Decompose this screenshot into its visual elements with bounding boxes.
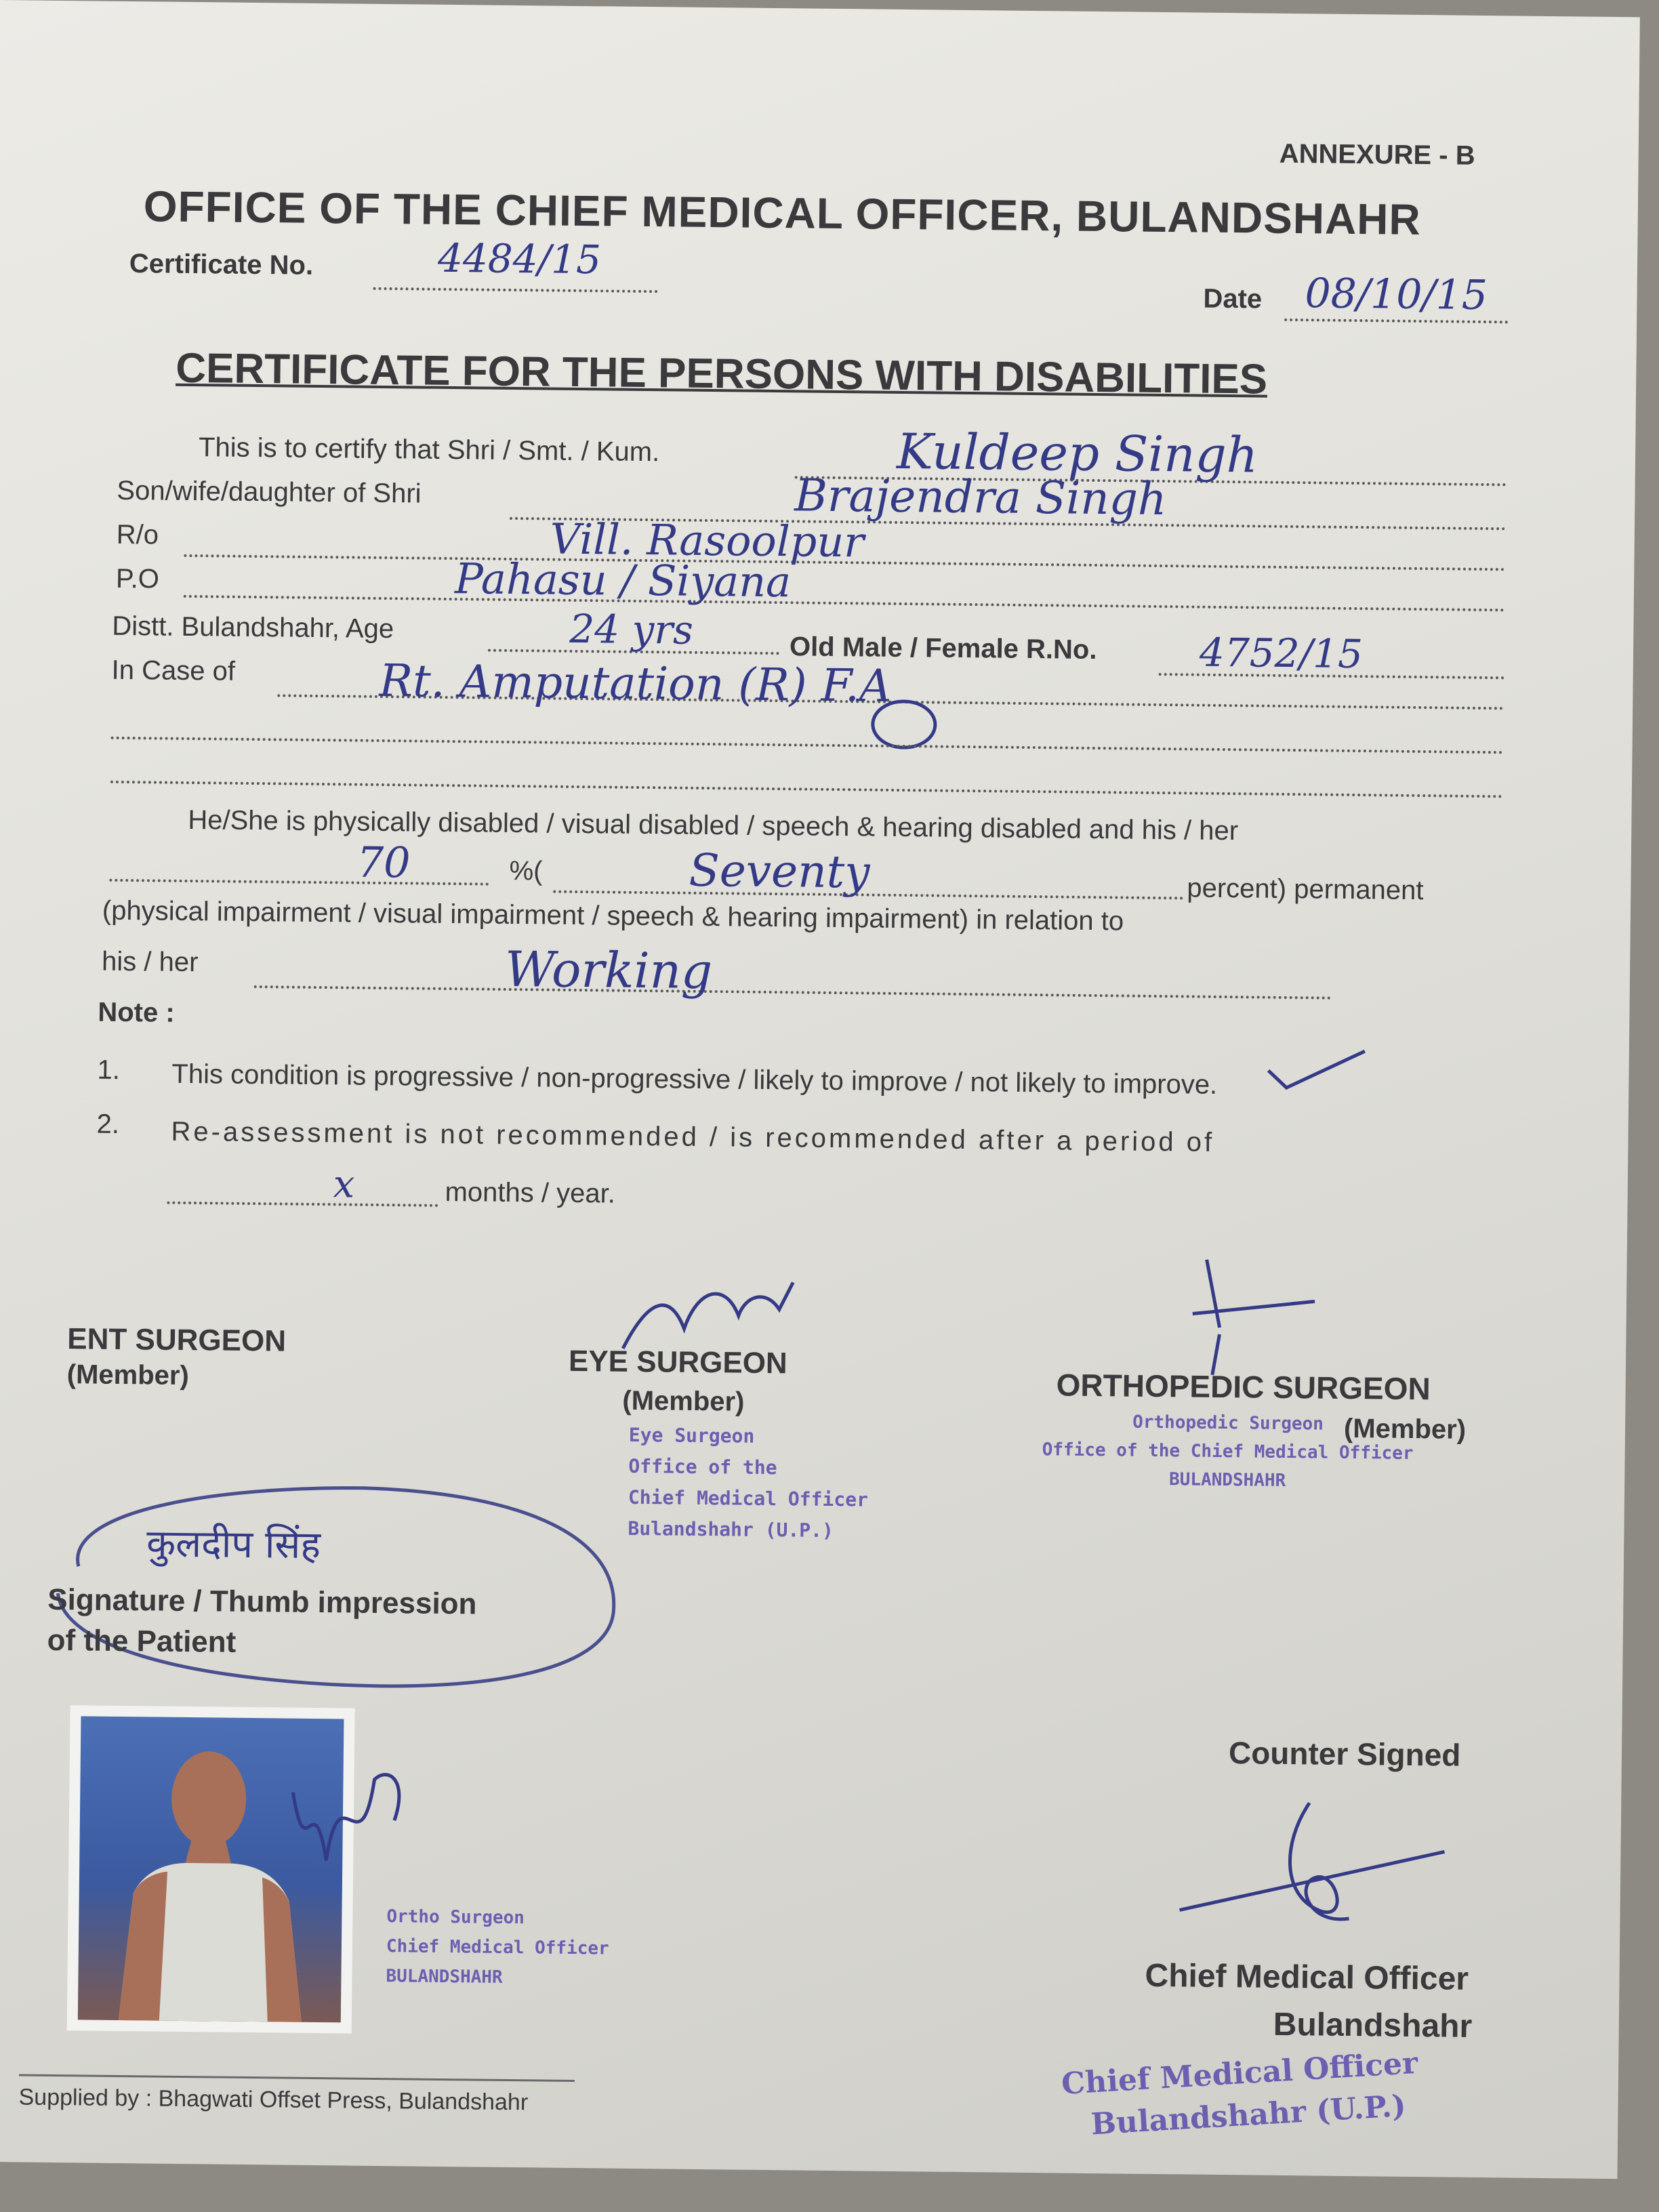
percent-open: %(: [509, 855, 543, 886]
ortho-stamp-line-2: Office of the Chief Medical Officer: [1042, 1439, 1414, 1464]
percent-value: 70: [356, 837, 411, 888]
eye-stamp-line-1: Eye Surgeon: [628, 1423, 755, 1448]
age-value: 24 yrs: [569, 605, 694, 653]
eye-stamp-line-2: Office of the: [628, 1454, 777, 1479]
ro-value: Vill. Rasoolpur: [550, 514, 865, 567]
patient-signature-label-2: of the Patient: [47, 1623, 237, 1659]
percent-words: Seventy: [689, 844, 870, 899]
case-value: Rt. Amputation (R) F.A: [379, 654, 893, 712]
opd-value: 4752/15: [1199, 629, 1364, 678]
date-value: 08/10/15: [1305, 270, 1488, 320]
ent-surgeon-member: (Member): [66, 1359, 190, 1391]
note-2-number: 2.: [96, 1109, 120, 1139]
percent-line: [109, 879, 489, 886]
note-label: Note :: [98, 997, 175, 1028]
photo-stamp: [386, 1902, 609, 1993]
relation-to-value: Working: [504, 940, 713, 1000]
certificate-no-label: Certificate No.: [129, 249, 314, 281]
supplied-by: Supplied by : Bhagwati Offset Press, Bulandshahr: [18, 2084, 529, 2116]
certificate-no-line: [373, 287, 658, 293]
blank-line-2: [110, 781, 1503, 798]
patient-signature-label-1: Signature / Thumb impression: [47, 1582, 477, 1621]
cmo-stamp-line-1: Chief Medical Officer: [1060, 2045, 1419, 2102]
eye-surgeon-stamp: [628, 1420, 869, 1547]
certificate-no-value: 4484/15: [437, 234, 602, 283]
photo-stamp-line-3: BULANDSHAHR: [386, 1966, 503, 1988]
footer-rule: [19, 2074, 575, 2082]
relation-label: Son/wife/daughter of Shri: [117, 475, 422, 509]
his-her-label: his / her: [101, 946, 199, 978]
date-line: [1284, 319, 1508, 323]
certificate-heading: CERTIFICATE FOR THE PERSONS WITH DISABILITIES: [175, 344, 1268, 403]
ortho-surgeon-stamp: [1042, 1407, 1414, 1496]
disability-line-1: He/She is physically disabled / visual disabled / speech & hearing disabled and his / her: [188, 804, 1239, 846]
case-label: In Case of: [111, 655, 236, 687]
patient-name: Kuldeep Singh: [896, 422, 1258, 484]
cmo-signature: [1172, 1788, 1458, 1946]
eye-surgeon-member: (Member): [622, 1385, 745, 1417]
period-line: [167, 1202, 438, 1207]
ent-surgeon-title: ENT SURGEON: [67, 1322, 287, 1358]
eye-stamp-line-4: Bulandshahr (U.P.): [628, 1517, 834, 1542]
note-1-text: This condition is progressive / non-progressive / likely to improve / not likely to improve.: [171, 1059, 1218, 1100]
cmo-title: Chief Medical Officer: [1145, 1957, 1469, 1997]
po-value: Pahasu / Siyana: [454, 554, 792, 607]
annexure-label: ANNEXURE - B: [1279, 138, 1475, 171]
distt-label: Distt. Bulandshahr, Age: [112, 611, 394, 644]
period-suffix: months / year.: [445, 1176, 616, 1209]
photo-stamp-line-2: Chief Medical Officer: [386, 1936, 609, 1959]
disability-line-3: (physical impairment / visual impairment / speech & hearing impairment) in relation to: [102, 895, 1124, 937]
ortho-stamp-line-1: Orthopedic Surgeon: [1132, 1412, 1324, 1435]
certify-label: This is to certify that Shri / Smt. / Kum.: [198, 432, 660, 468]
po-label: P.O: [115, 563, 160, 594]
note-2-text: Re-assessment is not recommended / is recommended after a period of: [171, 1116, 1215, 1158]
date-label: Date: [1203, 283, 1263, 314]
cmo-stamp-line-2: Bulandshahr (U.P.): [1090, 2088, 1407, 2142]
ortho-surgeon-member: (Member): [1343, 1413, 1467, 1445]
tick-mark: [1263, 1044, 1372, 1099]
ortho-surgeon-signature: [1179, 1246, 1329, 1382]
eye-surgeon-title: EYE SURGEON: [568, 1344, 788, 1380]
blank-line-1: [111, 737, 1504, 754]
period-value: x: [333, 1162, 355, 1207]
opd-label: Old Male / Female R.No.: [789, 632, 1097, 665]
patient-signature: कुलदीप सिंह: [146, 1521, 321, 1568]
ortho-stamp-line-3: BULANDSHAHR: [1168, 1469, 1286, 1491]
office-title: OFFICE OF THE CHIEF MEDICAL OFFICER, BULANDSHAHR: [143, 182, 1422, 244]
note-1-number: 1.: [97, 1054, 121, 1085]
counter-signed-label: Counter Signed: [1228, 1735, 1461, 1773]
cmo-place: Bulandshahr: [1273, 2006, 1473, 2045]
ro-label: R/o: [116, 519, 159, 550]
relation-to-line: [254, 985, 1332, 1000]
eye-stamp-line-3: Chief Medical Officer: [628, 1486, 869, 1511]
cmo-stamp: [1061, 2043, 1422, 2148]
ortho-surgeon-title: ORTHOPEDIC SURGEON: [1056, 1367, 1431, 1407]
po-line: [184, 595, 1505, 611]
father-name: Brajendra Singh: [794, 469, 1167, 526]
percent-close: percent) permanent: [1187, 873, 1424, 906]
photo-stamp-line-1: Ortho Surgeon: [386, 1906, 525, 1929]
